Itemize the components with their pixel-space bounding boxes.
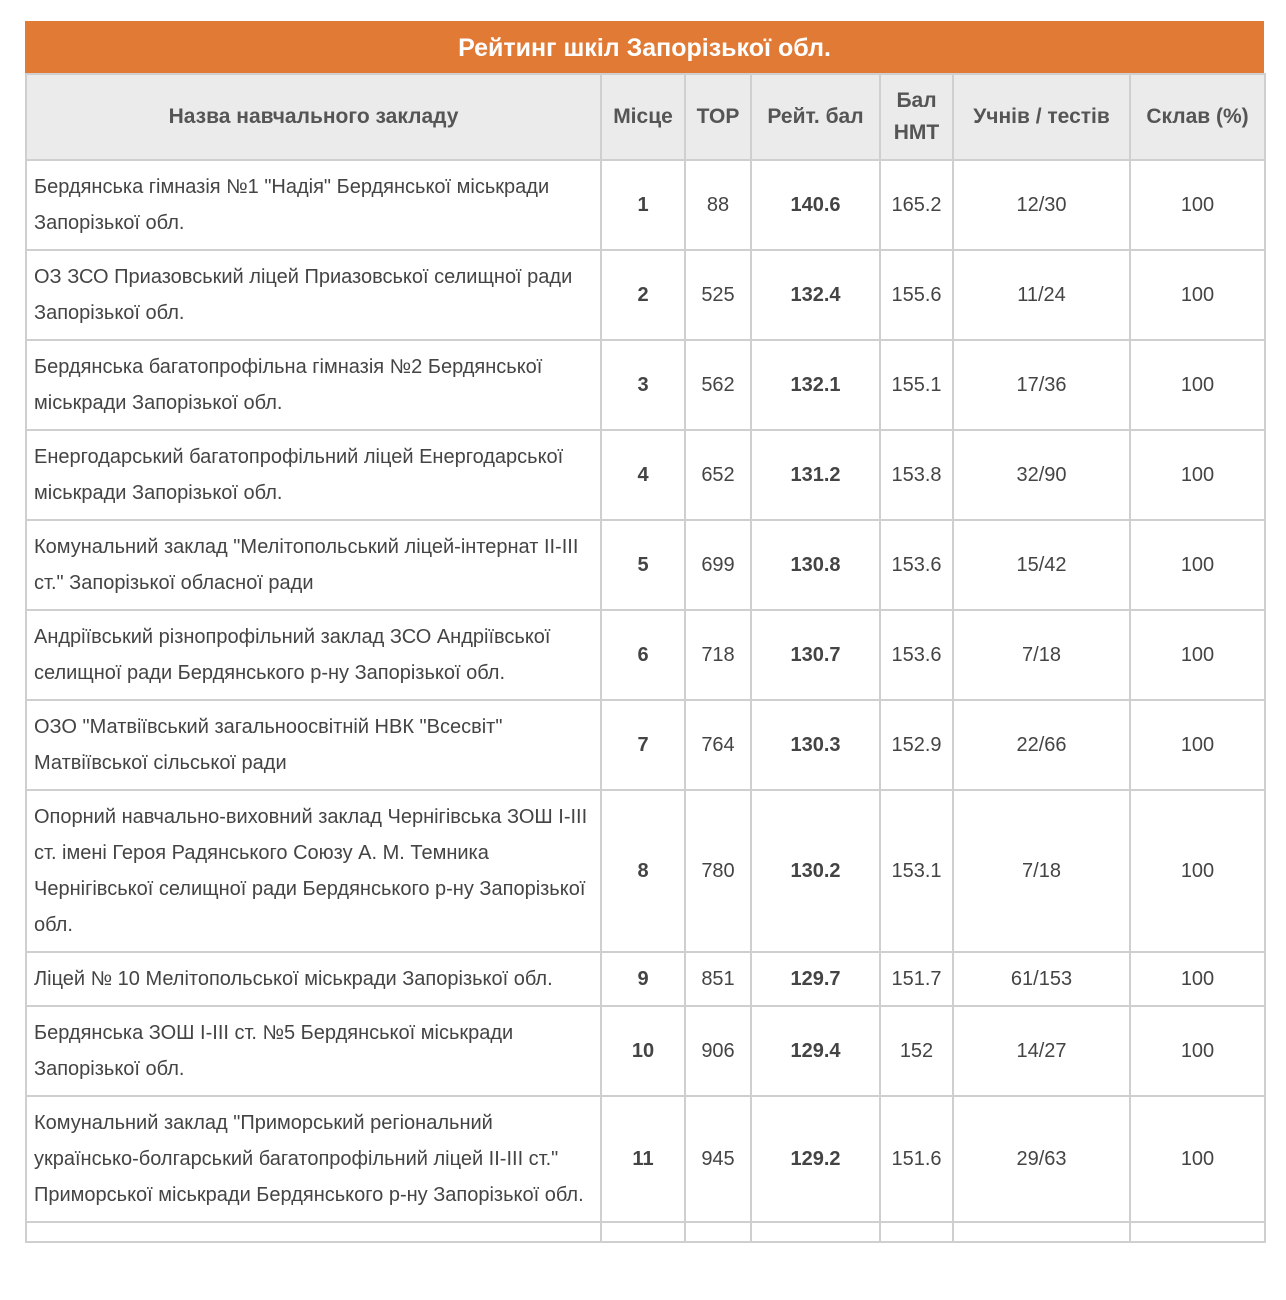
header-top: TOP [685,74,751,160]
table-row [26,790,1265,952]
nmt-cell: 153.6 [880,610,953,700]
students-cell: 7/18 [953,610,1130,700]
students-cell: 17/36 [953,340,1130,430]
top-cell: 764 [685,700,751,790]
top-cell: 88 [685,160,751,250]
rating-cell: 130.2 [751,790,880,952]
place-cell: 6 [601,610,685,700]
top-cell: 525 [685,250,751,340]
school-name: Опорний навчально-виховний заклад Чернігівська ЗОШ І-ІІІ ст. імені Героя Радянського Союзу А. М. Темника Чернігівської селищної ради Бердянського р-ну Запорізької обл. [26,790,601,952]
empty-cell [953,1222,1130,1242]
empty-cell [880,1222,953,1242]
top-cell: 945 [685,1096,751,1222]
place-cell: 1 [601,160,685,250]
nmt-cell: 153.1 [880,790,953,952]
composition-cell: 100 [1130,1006,1265,1096]
nmt-cell: 153.6 [880,520,953,610]
students-cell: 14/27 [953,1006,1130,1096]
place-cell: 8 [601,790,685,952]
rating-cell: 132.4 [751,250,880,340]
school-name: ОЗ ЗСО Приазовський ліцей Приазовської селищної ради Запорізької обл. [26,250,601,340]
students-cell: 15/42 [953,520,1130,610]
top-cell: 562 [685,340,751,430]
place-cell: 11 [601,1096,685,1222]
place-cell: 2 [601,250,685,340]
school-name: Бердянська гімназія №1 "Надія" Бердянської міськради Запорізької обл. [26,160,601,250]
rating-cell: 129.4 [751,1006,880,1096]
place-cell: 4 [601,430,685,520]
nmt-cell: 152.9 [880,700,953,790]
students-cell: 11/24 [953,250,1130,340]
rating-cell: 140.6 [751,160,880,250]
students-cell: 7/18 [953,790,1130,952]
rating-cell: 132.1 [751,340,880,430]
ranking-widget [25,21,1264,1243]
composition-cell: 100 [1130,430,1265,520]
header-nmt: Бал НМТ [880,74,953,160]
empty-cell [751,1222,880,1242]
composition-cell: 100 [1130,340,1265,430]
empty-cell [26,1222,601,1242]
top-cell: 699 [685,520,751,610]
table-row [26,700,1265,790]
nmt-cell: 151.7 [880,952,953,1006]
students-cell: 29/63 [953,1096,1130,1222]
school-name: Бердянська багатопрофільна гімназія №2 Бердянської міськради Запорізької обл. [26,340,601,430]
rating-cell: 129.7 [751,952,880,1006]
table-row [26,952,1265,1006]
school-name: Комунальний заклад "Приморський регіональний українсько-болгарський багатопрофільний ліцей ІІ-ІІІ ст." Приморської міськради Бердянського р-ну Запорізької обл. [26,1096,601,1222]
composition-cell: 100 [1130,520,1265,610]
school-name: Ліцей № 10 Мелітопольської міськради Запорізької обл. [26,952,601,1006]
table-title: Рейтинг шкіл Запорізької обл. [25,21,1264,73]
rating-cell: 131.2 [751,430,880,520]
place-cell: 3 [601,340,685,430]
students-cell: 61/153 [953,952,1130,1006]
table-row-partial [26,1222,1265,1242]
header-place: Місце [601,74,685,160]
rating-cell: 130.7 [751,610,880,700]
empty-cell [1130,1222,1265,1242]
nmt-cell: 165.2 [880,160,953,250]
students-cell: 12/30 [953,160,1130,250]
school-name: Андріївський різнопрофільний заклад ЗСО Андріївської селищної ради Бердянського р-ну Запорізької обл. [26,610,601,700]
table-row [26,250,1265,340]
header-students: Учнів / тестів [953,74,1130,160]
header-rating: Рейт. бал [751,74,880,160]
nmt-cell: 153.8 [880,430,953,520]
top-cell: 652 [685,430,751,520]
school-name: Енергодарський багатопрофільний ліцей Енергодарської міськради Запорізької обл. [26,430,601,520]
place-cell: 10 [601,1006,685,1096]
school-name: ОЗО "Матвіївський загальноосвітній НВК "Всесвіт" Матвіївської сільської ради [26,700,601,790]
composition-cell: 100 [1130,952,1265,1006]
empty-cell [685,1222,751,1242]
place-cell: 5 [601,520,685,610]
table-row [26,160,1265,250]
composition-cell: 100 [1130,250,1265,340]
header-name: Назва навчального закладу [26,74,601,160]
place-cell: 9 [601,952,685,1006]
rating-cell: 129.2 [751,1096,880,1222]
place-cell: 7 [601,700,685,790]
header-row [26,74,1265,160]
rating-cell: 130.8 [751,520,880,610]
top-cell: 906 [685,1006,751,1096]
composition-cell: 100 [1130,610,1265,700]
nmt-cell: 152 [880,1006,953,1096]
nmt-cell: 155.1 [880,340,953,430]
header-composition: Склав (%) [1130,74,1265,160]
nmt-cell: 151.6 [880,1096,953,1222]
table-row [26,430,1265,520]
nmt-cell: 155.6 [880,250,953,340]
school-name: Бердянська ЗОШ І-ІІІ ст. №5 Бердянської міськради Запорізької обл. [26,1006,601,1096]
top-cell: 851 [685,952,751,1006]
composition-cell: 100 [1130,1096,1265,1222]
top-cell: 718 [685,610,751,700]
top-cell: 780 [685,790,751,952]
school-name: Комунальний заклад "Мелітопольський ліцей-інтернат ІІ-ІІІ ст." Запорізької обласної ради [26,520,601,610]
empty-cell [601,1222,685,1242]
composition-cell: 100 [1130,160,1265,250]
table-row [26,340,1265,430]
ranking-table [25,73,1266,1243]
table-row [26,610,1265,700]
students-cell: 32/90 [953,430,1130,520]
composition-cell: 100 [1130,790,1265,952]
composition-cell: 100 [1130,700,1265,790]
table-row [26,1096,1265,1222]
students-cell: 22/66 [953,700,1130,790]
table-row [26,1006,1265,1096]
rating-cell: 130.3 [751,700,880,790]
table-row [26,520,1265,610]
